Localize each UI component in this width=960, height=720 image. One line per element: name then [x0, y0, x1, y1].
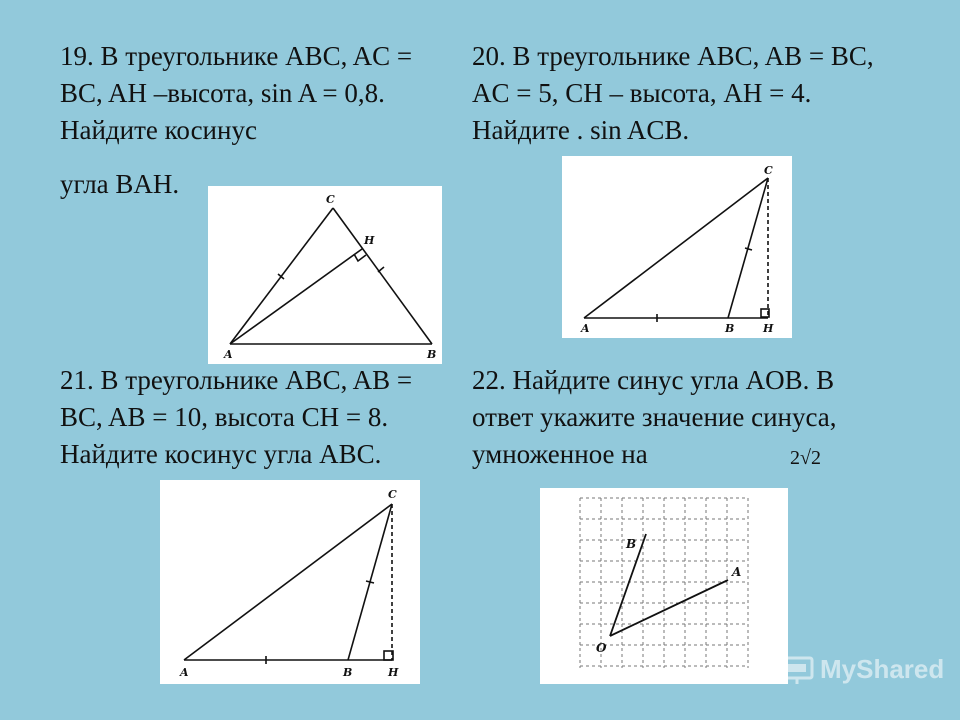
figure-20-triangle — [562, 156, 792, 338]
presentation-icon — [780, 655, 814, 685]
fig19-label-b: B — [427, 348, 437, 361]
svg-text:2√2: 2√2 — [790, 447, 821, 469]
fig20-label-c: C — [764, 164, 773, 177]
watermark — [780, 654, 944, 685]
figure-21-triangle — [160, 480, 420, 684]
task-19-text: 19. В треугольнике ABC, AC = BC, AH –высота, sin A = 0,8. Найдите косинус — [60, 41, 413, 145]
fig19-label-a: A — [224, 348, 233, 361]
fig21-label-b: B — [343, 666, 353, 679]
fig20-label-b: B — [725, 322, 735, 335]
fig19-label-h: H — [364, 234, 375, 247]
fig21-label-c: C — [388, 488, 397, 501]
fig22-label-b: B — [626, 537, 637, 551]
sqrt-multiplier — [790, 440, 840, 470]
task-21-text: 21. В треугольнике ABC, AB = BC, AB = 10, высота CH = 8. Найдите косинус угла ABC. — [60, 365, 413, 469]
task-22-text: 22. Найдите синус угла AOB. В ответ укажите значение синуса, умноженное на — [472, 365, 837, 469]
fig20-label-h: H — [763, 322, 774, 335]
task-19-continuation: угла BAH. — [60, 169, 180, 199]
fig21-label-h: H — [388, 666, 399, 679]
fig22-label-a: A — [732, 565, 742, 579]
fig21-label-a: A — [180, 666, 189, 679]
fig20-label-a: A — [581, 322, 590, 335]
task-20-text: 20. В треугольнике ABC, AB = BC, AC = 5, CH – высота, AH = 4. Найдите . sin ACB. — [472, 41, 874, 145]
fig19-label-c: C — [326, 193, 335, 206]
watermark-text: MyShared — [820, 654, 945, 684]
figure-19-triangle — [208, 186, 442, 364]
figure-22-grid — [540, 488, 788, 684]
fig22-label-o: O — [596, 641, 607, 655]
